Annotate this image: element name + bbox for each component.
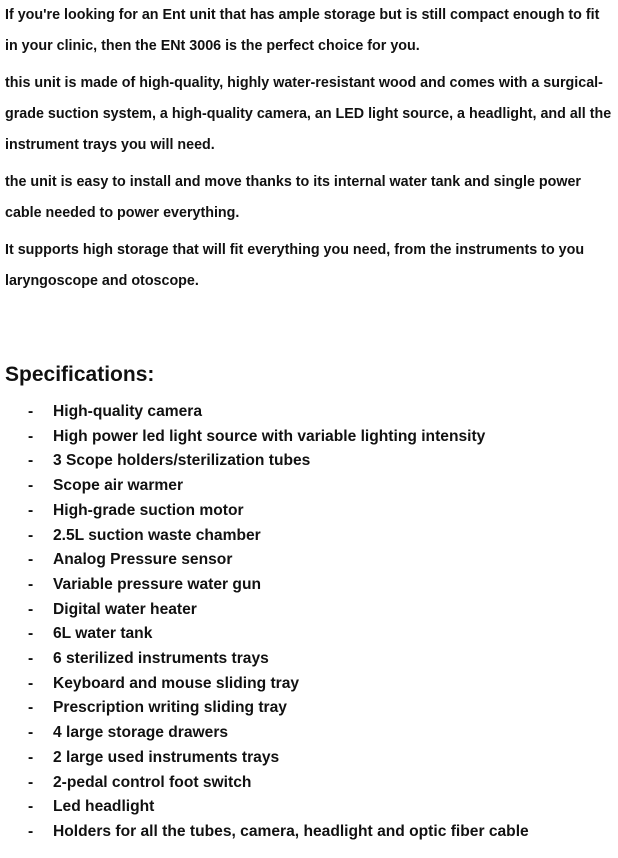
spec-item-label: Prescription writing sliding tray	[53, 699, 287, 717]
specifications-heading: Specifications:	[5, 363, 155, 386]
spec-item	[0, 721, 529, 746]
spec-item-label: 6L water tank	[53, 625, 153, 643]
spec-item-label: 2-pedal control foot switch	[53, 773, 252, 791]
product-description	[5, 0, 613, 303]
spec-item-label: High-grade suction motor	[53, 501, 244, 519]
dash-bullet: -	[28, 575, 34, 593]
intro-paragraph: this unit is made of high-quality, highly water-resistant wood and comes with a surgical-grade suction system, a high-quality camera, an LED light source, a headlight, and all the instrument trays you will need.	[5, 75, 612, 153]
spec-item	[0, 746, 529, 771]
dash-bullet: -	[28, 798, 34, 816]
dash-bullet: -	[28, 748, 34, 766]
spec-item-label: High power led light source with variable lighting intensity	[53, 427, 486, 445]
spec-item	[0, 672, 529, 697]
spec-item	[0, 400, 529, 425]
spec-item-label: 3 Scope holders/sterilization tubes	[53, 452, 311, 470]
dash-bullet: -	[28, 773, 34, 791]
spec-item-label: Analog Pressure sensor	[53, 551, 233, 569]
spec-item	[0, 425, 529, 450]
dash-bullet: -	[28, 600, 34, 618]
dash-bullet: -	[28, 452, 34, 470]
spec-item-label: Variable pressure water gun	[53, 575, 262, 593]
dash-bullet: -	[28, 724, 34, 742]
spec-item-label: 6 sterilized instruments trays	[53, 650, 269, 668]
dash-bullet: -	[28, 501, 34, 519]
spec-item	[0, 820, 529, 845]
spec-item	[0, 771, 529, 796]
dash-bullet: -	[28, 699, 34, 717]
spec-item-label: Led headlight	[53, 798, 155, 816]
spec-item-label: Holders for all the tubes, camera, headlight and optic fiber cable	[53, 822, 529, 840]
spec-item-label: Digital water heater	[53, 600, 197, 618]
intro-paragraph: If you're looking for an Ent unit that has ample storage but is still compact enough to fit in your clinic, then the ENt 3006 is the perfect choice for you.	[5, 7, 600, 54]
spec-item-label: 2 large used instruments trays	[53, 748, 280, 766]
dash-bullet: -	[28, 526, 34, 544]
dash-bullet: -	[28, 674, 34, 692]
spec-item	[0, 622, 529, 647]
spec-item-label: Keyboard and mouse sliding tray	[53, 674, 300, 692]
dash-bullet: -	[28, 650, 34, 668]
spec-item-label: 2.5L suction waste chamber	[53, 526, 261, 544]
spec-item-label: Scope air warmer	[53, 477, 184, 495]
spec-item-label: High-quality camera	[53, 403, 203, 420]
dash-bullet: -	[28, 477, 34, 495]
spec-item	[0, 647, 529, 672]
spec-item	[0, 548, 529, 573]
spec-item	[0, 524, 529, 549]
spec-item	[0, 696, 529, 721]
spec-item	[0, 474, 529, 499]
spec-item	[0, 499, 529, 524]
intro-paragraph: It supports high storage that will fit everything you need, from the instruments to you laryngoscope and otoscope.	[5, 242, 585, 289]
dash-bullet: -	[28, 427, 34, 445]
dash-bullet: -	[28, 551, 34, 569]
specifications-list	[0, 400, 529, 845]
spec-item	[0, 449, 529, 474]
spec-item	[0, 598, 529, 623]
dash-bullet: -	[28, 822, 34, 840]
dash-bullet: -	[28, 625, 34, 643]
spec-item-label: 4 large storage drawers	[53, 724, 229, 742]
intro-paragraph: the unit is easy to install and move thanks to its internal water tank and single power cable needed to power everything.	[5, 174, 581, 221]
dash-bullet: -	[28, 403, 34, 420]
spec-item	[0, 573, 529, 598]
spec-item	[0, 795, 529, 820]
